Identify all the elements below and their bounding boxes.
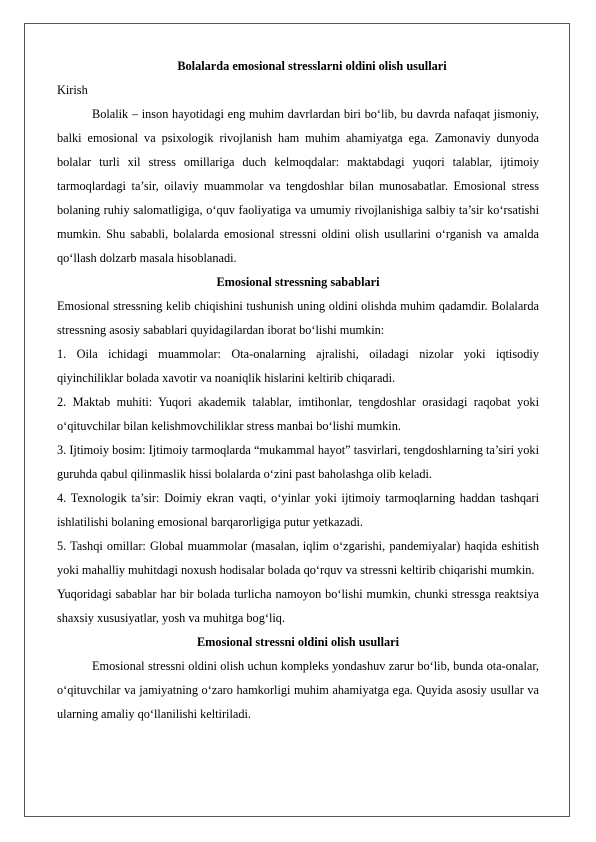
cause-item-external: 5. Tashqi omillar: Global muammolar (masalan, iqlim o‘zgarishi, pandemiyalar) haqida eshitish yoki mahalliy muhitdagi noxush hodisalar bolada qo‘rquv va stressni keltirib chiqarishi mumkin. [57,539,539,577]
causes-intro: Emosional stressning kelib chiqishini tushunish uning oldini olishda muhim qadamdir. Bolalarda stressning asosiy sabablari quyidagilardan iborat bo‘lishi mumkin: [57,299,539,337]
cause-item-technology: 4. Texnologik ta’sir: Doimiy ekran vaqti, o‘yinlar yoki ijtimoiy tarmoqlarning haddan tashqari ishlatilishi bolaning emosional barqarorligiga putur yetkazadi. [57,491,539,529]
cause-item-social: 3. Ijtimoiy bosim: Ijtimoiy tarmoqlarda “mukammal hayot” tasvirlari, tengdoshlarning ta’siri yoki guruhda qabul qilinmaslik hissi bolalarda o‘zini past baholashga olib keladi. [57,443,539,481]
intro-paragraph: Bolalik – inson hayotidagi eng muhim davrlardan biri bo‘lib, bu davrda nafaqat jismoniy, balki emosional va psixologik rivojlanish ham muhim ahamiyatga ega. Zamonaviy dunyoda bolalar turli xil stress omillariga duch kelmoqdalar: maktabdagi yuqori talablar, ijtimoiy tarmoqlardagi ta’sir, oilaviy muammolar va tengdoshlar bilan munosabatlar. Emosional stress bolaning ruhiy salomatligiga, o‘quv faoliyatiga va umumiy rivojlanishiga salbiy ta’sir ko‘rsatishi mumkin. Shu sababli, bolalarda emosional stressni oldini olish usullarini o‘rganish va amalda qo‘llash dolzarb masala hisoblanadi. [57,107,539,265]
causes-conclusion: Yuqoridagi sabablar har bir bolada turlicha namoyon bo‘lishi mumkin, chunki stressga reaktsiya shaxsiy xususiyatlar, yosh va muhitga bog‘liq. [57,587,539,625]
document-title: Bolalarda emosional stresslarni oldini olish usullari [177,59,447,73]
document-body [57,54,539,726]
cause-item-school: 2. Maktab muhiti: Yuqori akademik talablar, imtihonlar, tengdoshlar orasidagi raqobat yoki o‘qituvchilar bilan kelishmovchiliklar stress manbai bo‘lishi mumkin. [57,395,539,433]
intro-heading: Kirish [57,83,88,97]
section-heading-causes: Emosional stressning sabablari [216,275,380,289]
section-heading-prevention: Emosional stressni oldini olish usullari [196,635,400,649]
cause-item-family: 1. Oila ichidagi muammolar: Ota-onalarning ajralishi, oiladagi nizolar yoki iqtisodiy qiyinchiliklar bolada xavotir va noaniqlik hislarini keltirib chiqaradi. [57,347,539,385]
prevention-paragraph: Emosional stressni oldini olish uchun kompleks yondashuv zarur bo‘lib, bunda ota-onalar, o‘qituvchilar va jamiyatning o‘zaro hamkorligi muhim ahamiyatga ega. Quyida asosiy usullar va ularning amaliy qo‘llanilishi keltiriladi. [57,659,539,721]
